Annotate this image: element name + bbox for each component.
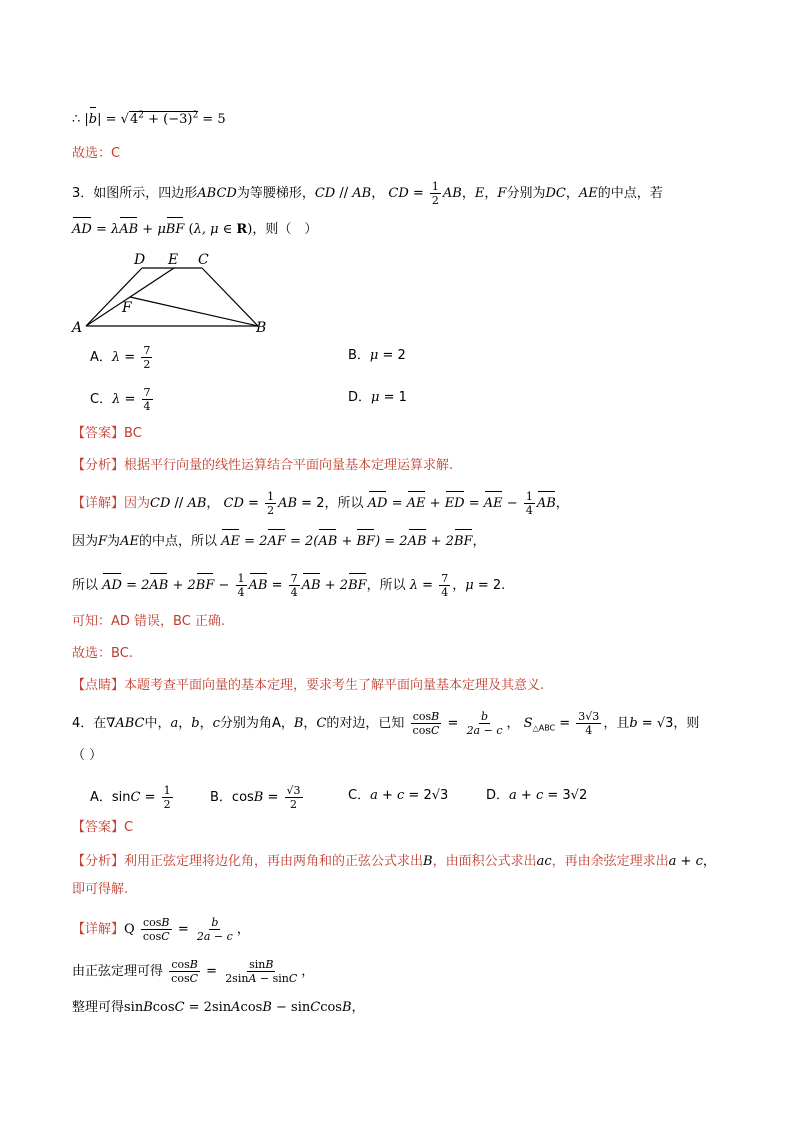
q3-remark: 【点睛】本题考查平面向量的基本定理，要求考生了解平面向量基本定理及其意义. (72, 678, 545, 693)
q3-stem: 3．如图所示，四边形ABCD为等腰梯形，CD // AB， CD = $\frac{1}{2}$ AB，E，F分别为DC，AE的中点，若 (72, 180, 663, 207)
label-C: C (198, 252, 209, 268)
q4-detail-1: 【详解】Q $\frac{\cos B}{\cos C}$ = $\frac{b}{2a - c}$ ， (72, 916, 250, 943)
label-A: A (72, 320, 83, 336)
q3-analysis: 【分析】根据平行向量的线性运算结合平面向量基本定理运算求解. (72, 458, 454, 473)
label-F: F (122, 300, 132, 316)
trapezoid-figure (70, 250, 280, 340)
q3-detail-3: 所以 AD = 2AB + 2BF − $\frac{1}{4}$ AB = $\frac{7}{4}$ AB + 2BF，所以 λ = $\frac{7}{4}$ ，μ = 2. (72, 572, 506, 599)
q3-option-a: A．λ = $\frac{7}{2}$ (90, 344, 151, 371)
q3-option-c: C．λ = $\frac{7}{4}$ (90, 386, 151, 413)
q3-choice: 故选：BC. (72, 646, 133, 661)
q4-stem: 4．在∇ABC中，a，b，c分别为角A，B，C的对边，已知 $\frac{\cos B}{\cos C}$ = $\frac{b}{2a - c}$ ， $S_{\triangle ABC}$ = $\frac{3√3}{4}$ ，且b = √3，则 (72, 710, 700, 737)
q3-answer: 【答案】BC (72, 426, 142, 441)
label-D: D (134, 252, 146, 268)
q4-option-b: B．cosB = $\frac{√3}{2}$ (210, 784, 301, 811)
label-E: E (168, 252, 179, 268)
q3-option-b: B．μ = 2 (348, 348, 406, 363)
q4-answer: 【答案】C (72, 820, 134, 835)
label-B: B (256, 320, 267, 336)
q4-option-a: A．sinC = $\frac{1}{2}$ (90, 784, 171, 811)
q3-conclusion: 可知：AD 错误，BC 正确. (72, 614, 226, 629)
q4-paren: （ ） (72, 748, 103, 763)
q4-option-c: C．a + c = 2√3 (348, 788, 449, 803)
prev-choice: 故选：C (72, 146, 121, 161)
q3-detail-2: 因为F为AE的中点，所以 AE = 2AF = 2(AB + BF) = 2AB + 2BF， (72, 532, 486, 552)
q4-option-d: D．a + c = 3√2 (486, 788, 588, 803)
q3-detail-1: 【详解】因为CD // AB， CD = $\frac{1}{2}$ AB = 2，所以 AD = AE + ED = AE − $\frac{1}{4}$ AB， (72, 490, 569, 517)
q4-analysis-end: 即可得解. (72, 882, 129, 897)
result-line: ∴ $|b| = √4^2 + (-3)^2 = 5$ (72, 106, 226, 130)
q3-option-d: D．μ = 1 (348, 390, 407, 405)
q4-analysis: 【分析】利用正弦定理将边化角，再由两角和的正弦公式求出B，由面积公式求出ac，再由余弦定理求出a + c， (72, 854, 716, 869)
q4-detail-2: 由正弦定理可得 $\frac{\cos B}{\cos C}$ = $\frac{\sin B}{2\sin A - \sin C}$ ， (72, 958, 315, 985)
q3-equation: AD = λAB + μBF (λ, μ ∈ R)，则（ ） (72, 220, 317, 240)
q4-detail-3: 整理可得sinBcosC = 2sinAcosB − sinCcosB， (72, 1000, 365, 1015)
